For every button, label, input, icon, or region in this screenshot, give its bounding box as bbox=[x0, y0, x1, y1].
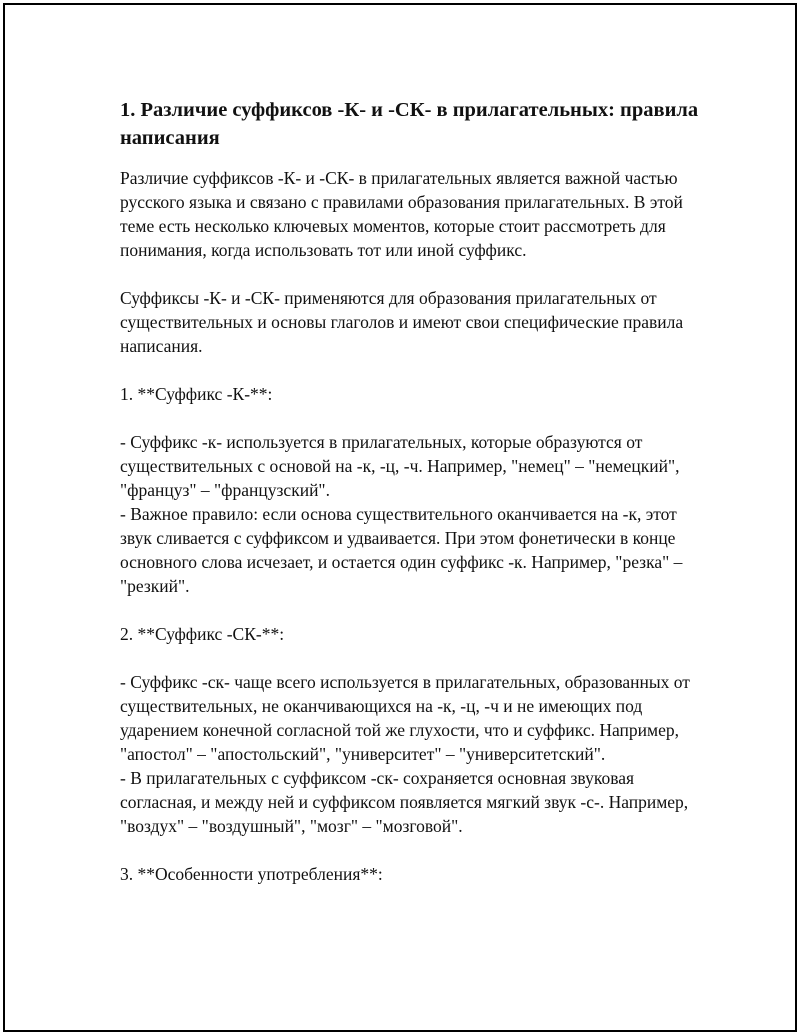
k-rule-item-2: - Важное правило: если основа существительного оканчивается на -к, этот звук сливается с суффиксом и удваивается. При этом фонетически в конце основного слова исчезает, и остается один суффикс -к. Например, "резка" – "резкий". bbox=[120, 504, 683, 596]
document-title: 1. Различие суффиксов -К- и -СК- в прилагательных: правила написания bbox=[120, 99, 699, 149]
suffix-usage-paragraph: Суффиксы -К- и -СК- применяются для образования прилагательных от существительных и основы глаголов и имеют свои специфические правила написания. bbox=[120, 288, 684, 356]
sk-rule-item-1: - Суффикс -ск- чаще всего используется в прилагательных, образованных от существительных, не оканчивающихся на -к, -ц, -ч и не имеющих под ударением конечной согласной той же глухости, что и суффикс. Например, "апостол" – "апостольский", "университет" – "университетский". bbox=[120, 672, 690, 764]
section-heading-usage: 3. **Особенности употребления**: bbox=[120, 864, 383, 884]
section-heading-sk: 2. **Суффикс -СК-**: bbox=[120, 624, 285, 644]
intro-paragraph: Различие суффиксов -К- и -СК- в прилагательных является важной частью русского языка и связано с правилами образования прилагательных. В этой теме есть несколько ключевых моментов, которые стоит рассмотреть для понимания, когда использовать тот или иной суффикс. bbox=[120, 168, 683, 260]
page-frame bbox=[3, 3, 797, 1032]
k-rule-item-1: - Суффикс -к- используется в прилагательных, которые образуются от существительных с основой на -к, -ц, -ч. Например, "немец" – "немецкий", "француз" – "французский". bbox=[120, 432, 680, 500]
section-heading-k: 1. **Суффикс -К-**: bbox=[120, 384, 273, 404]
sk-rule-item-2: - В прилагательных с суффиксом -ск- сохраняется основная звуковая согласная, и между ней и суффиксом появляется мягкий звук -с-. Например, "воздух" – "воздушный", "мозг" – "мозговой". bbox=[120, 768, 689, 836]
document-body bbox=[120, 96, 700, 910]
